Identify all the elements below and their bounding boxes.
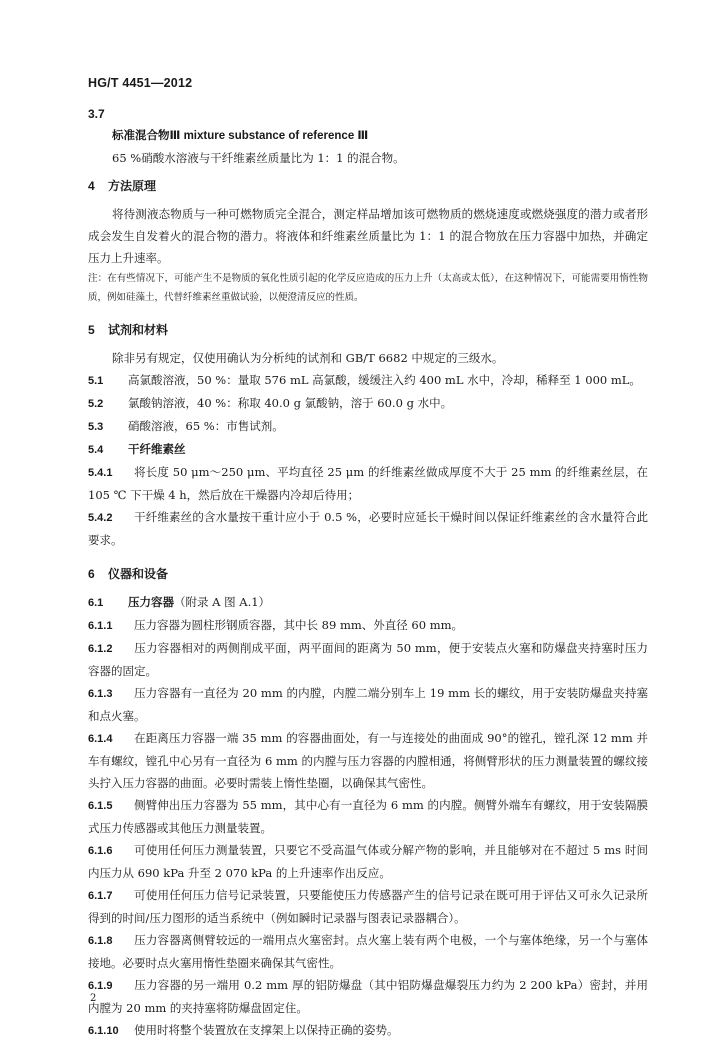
- term-title: 标准混合物Ⅲ mixture substance of reference Ⅲ: [112, 130, 369, 142]
- figure-reference: （附录 A 图 A.1）: [174, 595, 271, 609]
- clause-6-1-3: [88, 682, 648, 727]
- clause-6-1-4: [88, 727, 648, 794]
- clause-number: 5.4: [88, 444, 104, 456]
- clause-5-1: [88, 369, 648, 392]
- clause-5-4: [88, 438, 648, 461]
- section-4-paragraph: 将待测液态物质与一种可燃物质完全混合，测定样品增加该可燃物质的燃烧速度或燃烧强度的潜力或者形成会发生自发着火的混合物的潜力。将液体和纤维素丝质量比为 1：1 的混合物放在压力容器中加热，并确定压力上升速率。: [88, 207, 648, 265]
- clause-text: 压力容器有一直径为 20 mm 的内膛，内膛二端分别车上 19 mm 长的螺纹，用于安装防爆盘夹持塞和点火塞。: [88, 686, 648, 723]
- clause-5-4-2: [88, 506, 648, 551]
- clause-number: 5.2: [88, 398, 104, 410]
- clause-number: 6.1.7: [88, 890, 113, 902]
- clause-6-1-7: [88, 884, 648, 929]
- clause-number: 6.1.6: [88, 845, 113, 857]
- section-5-title: 试剂和材料: [108, 323, 169, 337]
- standard-code-header: HG/T 4451—2012: [88, 76, 193, 90]
- clause-6-1-1: [88, 614, 648, 637]
- clause-text: 高氯酸溶液，50 %：量取 576 mL 高氯酸，缓缓注入约 400 mL 水中，冷却，稀释至 1 000 mL。: [128, 373, 641, 387]
- section-5-heading: [88, 319, 648, 341]
- clause-text: 使用时将整个装置放在支撑架上以保持正确的姿势。: [134, 1023, 399, 1037]
- term-definition: 65 %硝酸水溶液与干纤维素丝质量比为 1：1 的混合物。: [112, 151, 405, 165]
- clause-text: 将长度 50 μm～250 μm、平均直径 25 μm 的纤维素丝做成厚度不大于 25 mm 的纤维素丝层，在 105 ℃ 下干燥 4 h，然后放在干燥器内冷却后待用；: [88, 465, 648, 502]
- clause-number: 6.1.4: [88, 733, 113, 745]
- clause-text: 在距离压力容器一端 35 mm 的容器曲面处，有一与连接处的曲面成 90°的镗孔，镗孔深 12 mm 并车有螺纹，镗孔中心另有一直径为 6 mm 的内膛与压力容器的内膛相通，将侧臂形状的压力测量装置的螺纹接头拧入压力容器的曲面。必要时需装上惰性垫圈，以确保其气密性。: [88, 731, 648, 790]
- clause-number: 6.1.5: [88, 800, 113, 812]
- section-6-title: 仪器和设备: [108, 567, 169, 581]
- clause-6-1-6: [88, 839, 648, 884]
- document-body: [88, 103, 648, 1042]
- clause-5-3: [88, 415, 648, 438]
- clause-text: 可使用任何压力信号记录装置，只要能使压力传感器产生的信号记录在既可用于评估又可永久记录所得到的时间/压力图形的适当系统中（例如瞬时记录器与图表记录器耦合）。: [88, 888, 648, 925]
- clause-text: 压力容器相对的两侧削成平面，两平面间的距离为 50 mm，便于安装点火塞和防爆盘夹持塞时压力容器的固定。: [88, 641, 648, 678]
- clause-3-7-number: 3.7: [88, 107, 105, 121]
- section-4-number: 4: [88, 179, 95, 193]
- clause-text: 可使用任何压力测量装置，只要它不受高温气体或分解产物的影响，并且能够对在不超过 5 ms 时间内压力从 690 kPa 升至 2 070 kPa 的上升速率作出反应。: [88, 843, 648, 880]
- clause-number: 6.1.3: [88, 688, 113, 700]
- clause-text: 氯酸钠溶液，40 %：称取 40.0 g 氯酸钠，溶于 60.0 g 水中。: [128, 396, 453, 410]
- clause-6-1: [88, 591, 648, 614]
- section-4-title: 方法原理: [108, 179, 157, 193]
- clause-number: 6.1: [88, 597, 104, 609]
- clause-number: 6.1.8: [88, 935, 113, 947]
- clause-text: 压力容器离侧臂较远的一端用点火塞密封。点火塞上装有两个电极，一个与塞体绝缘，另一个与塞体接地。必要时点火塞用惰性垫圈来确保其气密性。: [88, 933, 648, 970]
- clause-6-1-8: [88, 929, 648, 974]
- clause-text: 压力容器的另一端用 0.2 mm 厚的铝防爆盘（其中铝防爆盘爆裂压力约为 2 200 kPa）密封，并用内膛为 20 mm 的夹持塞将防爆盘固定住。: [88, 978, 648, 1015]
- clause-number: 6.1.1: [88, 620, 113, 632]
- clause-text: 干纤维素丝的含水量按干重计应小于 0.5 %，必要时应延长干燥时间以保证纤维素丝的含水量符合此要求。: [88, 510, 648, 547]
- clause-number: 5.1: [88, 375, 104, 387]
- section-6-number: 6: [88, 567, 95, 581]
- clause-number: 5.4.1: [88, 467, 113, 479]
- clause-5-4-1: [88, 461, 648, 506]
- section-5-number: 5: [88, 323, 95, 337]
- clause-5-2: [88, 392, 648, 415]
- section-6-heading: [88, 563, 648, 585]
- clause-number: 6.1.9: [88, 980, 113, 992]
- section-5-intro: 除非另有规定，仅使用确认为分析纯的试剂和 GB/T 6682 中规定的三级水。: [112, 351, 504, 365]
- clause-text: 压力容器为圆柱形钢质容器，其中长 89 mm、外直径 60 mm。: [134, 618, 464, 632]
- page-number: 2: [90, 993, 97, 1004]
- clause-number: 6.1.10: [88, 1025, 119, 1037]
- clause-number: 6.1.2: [88, 643, 113, 655]
- clause-number: 5.3: [88, 421, 104, 433]
- clause-6-1-5: [88, 794, 648, 839]
- section-4-note: 注：在有些情况下，可能产生不是物质的氧化性质引起的化学反应造成的压力上升（太高或太低），在这种情况下，可能需要用惰性物质，例如硅藻土，代替纤维素丝重做试验，以便澄清反应的性质。: [88, 273, 648, 303]
- clause-title: 干纤维素丝: [128, 444, 186, 456]
- clause-title: 压力容器: [128, 597, 174, 609]
- section-4-heading: [88, 175, 648, 197]
- clause-text: 硝酸溶液，65 %：市售试剂。: [128, 419, 284, 433]
- clause-text: 侧臂伸出压力容器为 55 mm，其中心有一直径为 6 mm 的内膛。侧臂外端车有螺纹，用于安装隔膜式压力传感器或其他压力测量装置。: [88, 798, 648, 835]
- clause-6-1-2: [88, 637, 648, 682]
- clause-number: 5.4.2: [88, 512, 113, 524]
- clause-6-1-9: [88, 974, 648, 1019]
- clause-6-1-10: [88, 1019, 648, 1042]
